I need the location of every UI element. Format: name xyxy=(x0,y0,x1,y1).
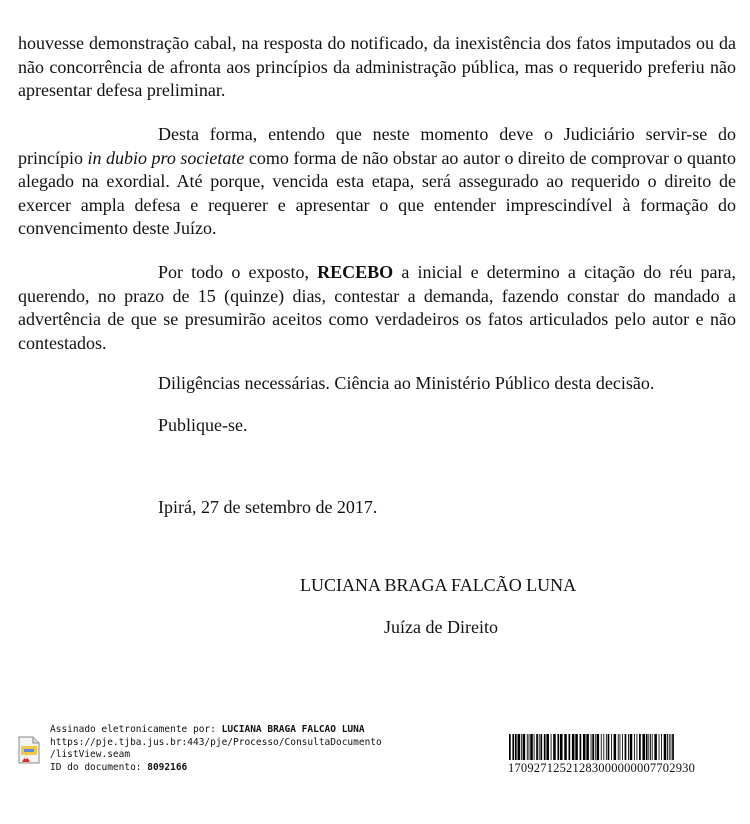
barcode-icon xyxy=(508,734,736,760)
paragraph-decision-start: Por todo o exposto, xyxy=(158,262,318,282)
signer-name: LUCIANA BRAGA FALCÃO LUNA xyxy=(300,575,577,595)
signed-by-name: LUCIANA BRAGA FALCAO LUNA xyxy=(221,724,365,735)
electronic-signature-footer xyxy=(18,724,738,794)
paragraph-in-dubio-start: Desta forma, entendo que neste momento deve o Judiciário servir-se do princípio xyxy=(18,124,736,168)
latin-phrase: in dubio pro societate xyxy=(87,147,245,168)
paragraph-defense: houvesse demonstração cabal, na resposta do notificado, da inexistência dos fatos imputados ou da não concorrência de afronta aos princípios da administração pública, mas o requerido preferiu não apresentar defesa preliminar. xyxy=(18,33,736,100)
barcode-block xyxy=(508,734,738,776)
signed-by-line xyxy=(50,724,382,737)
paragraph-diligences: Diligências necessárias. Ciência ao Ministério Público desta decisão. xyxy=(158,373,655,393)
verification-url-line2[interactable]: /listView.seam xyxy=(50,749,131,760)
paragraph-decision xyxy=(18,261,736,355)
signature-stamp xyxy=(50,724,382,774)
paragraph-decision-end: a inicial e determino a citação do réu para, querendo, no prazo de 15 (quinze) dias, contestar a demanda, fazendo constar do mandado a advertência de que se presumirão aceitos como verdadeiros os fatos articulados pelo autor e não contestados. xyxy=(18,262,736,353)
barcode-number: 17092712521283000000007702930 xyxy=(508,761,696,775)
signed-by-label: Assinado eletronicamente por: xyxy=(50,724,222,735)
verification-url-line1[interactable]: https://pje.tjba.jus.br:443/pje/Processo/ConsultaDocumento xyxy=(50,736,382,748)
pdf-signature-icon xyxy=(18,736,40,764)
paragraph-publish: Publique-se. xyxy=(158,415,248,435)
document-id-label: ID do documento: xyxy=(50,761,148,773)
place-date: Ipirá, 27 de setembro de 2017. xyxy=(158,497,378,517)
paragraph-in-dubio xyxy=(18,123,736,241)
signer-role: Juíza de Direito xyxy=(384,617,498,637)
document-id-line xyxy=(50,762,382,775)
document-id: 8092166 xyxy=(147,761,188,773)
decision-keyword: RECEBO xyxy=(317,262,394,282)
paragraph-in-dubio-end: como forma de não obstar ao autor o direito de comprovar o quanto alegado na exordial. Até porque, vencida esta etapa, será assegurado ao requerido o direito de exercer ampla defesa e requerer e apresentar o que entender imprescindível à formação do convencimento deste Juízo. xyxy=(18,147,736,238)
